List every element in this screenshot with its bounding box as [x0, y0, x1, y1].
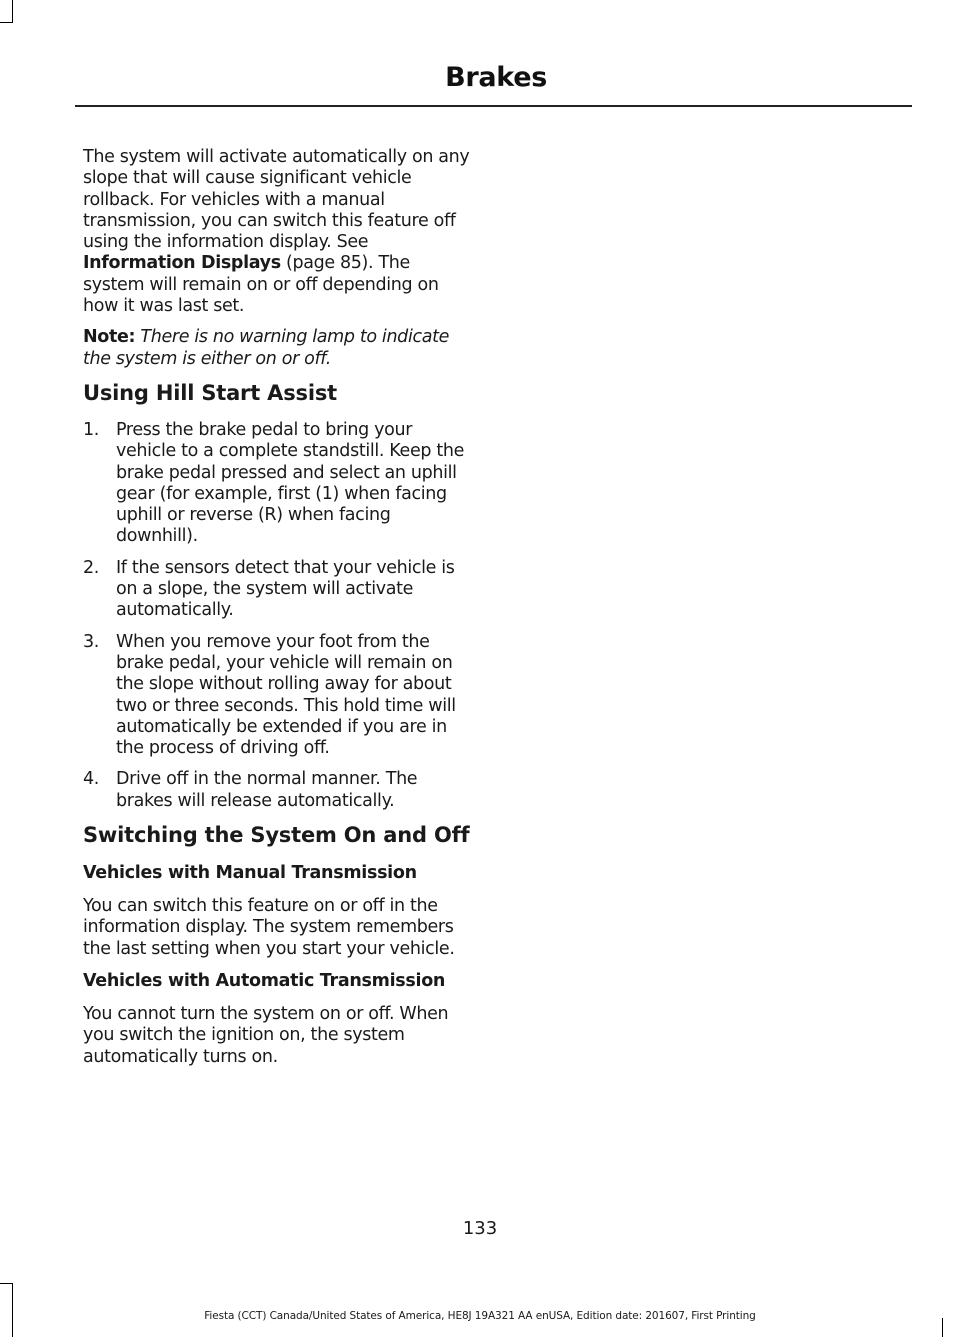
information-displays-link[interactable]: Information Displays — [83, 253, 281, 274]
note-paragraph — [83, 327, 475, 370]
step-text: If the sensors detect that your vehicle is on a slope, the system will activate automatically. — [116, 557, 455, 621]
edition-footer: Fiesta (CCT) Canada/United States of America, HE8J 19A321 AA enUSA, Edition date: 201607, First Printing — [204, 1310, 756, 1322]
page-title: Brakes — [445, 62, 547, 93]
subheading-manual-transmission: Vehicles with Manual Transmission — [83, 863, 417, 884]
intro-text: The system will activate automatically on any slope that will cause significant vehicle rollback. For vehicles with a manual transmission, you can switch this feature off using the information display. See — [83, 147, 470, 253]
step-text: When you remove your foot from the brake pedal, your vehicle will remain on the slope without rolling away for about two or three seconds. This hold time will automatically be extended if you are in the process of driving off. — [116, 631, 456, 759]
step-number: 4. — [83, 769, 99, 790]
intro-paragraph — [83, 147, 475, 317]
crop-mark-top-left-vertical — [12, 0, 13, 22]
crop-mark-top-left-horizontal — [0, 22, 13, 23]
list-item — [83, 769, 475, 812]
automatic-transmission-text: You cannot turn the system on or off. When you switch the ignition on, the system automatically turns on. — [83, 1003, 449, 1067]
step-number: 1. — [83, 419, 99, 440]
heading-using-hill-start-assist: Using Hill Start Assist — [83, 380, 337, 405]
main-text-column — [83, 147, 475, 1078]
manual-transmission-text: You can switch this feature on or off in the information display. The system remembers the last setting when you start your vehicle. — [83, 896, 455, 959]
subheading-automatic-transmission: Vehicles with Automatic Transmission — [83, 970, 446, 991]
step-text: Press the brake pedal to bring your vehicle to a complete standstill. Keep the brake pedal pressed and select an uphill gear (for example, first (1) when facing uphill or reverse (R) when facing downhill). — [116, 419, 465, 547]
steps-list — [83, 420, 475, 812]
page-number: 133 — [462, 1218, 498, 1239]
note-label: Note: — [83, 327, 136, 348]
step-text: Drive off in the normal manner. The brakes will release automatically. — [116, 769, 418, 811]
step-number: 2. — [83, 557, 99, 578]
header-divider — [75, 105, 912, 107]
list-item — [83, 632, 475, 760]
intro-text-continued: (page 85). The system will remain on or off depending on how it was last set. — [83, 253, 439, 317]
list-item — [83, 558, 475, 622]
crop-mark-bottom-left-horizontal — [0, 1283, 13, 1284]
step-number: 3. — [83, 631, 99, 652]
note-text: There is no warning lamp to indicate the system is either on or off. — [83, 327, 450, 369]
list-item — [83, 420, 475, 548]
heading-switching-system: Switching the System On and Off — [83, 823, 470, 848]
